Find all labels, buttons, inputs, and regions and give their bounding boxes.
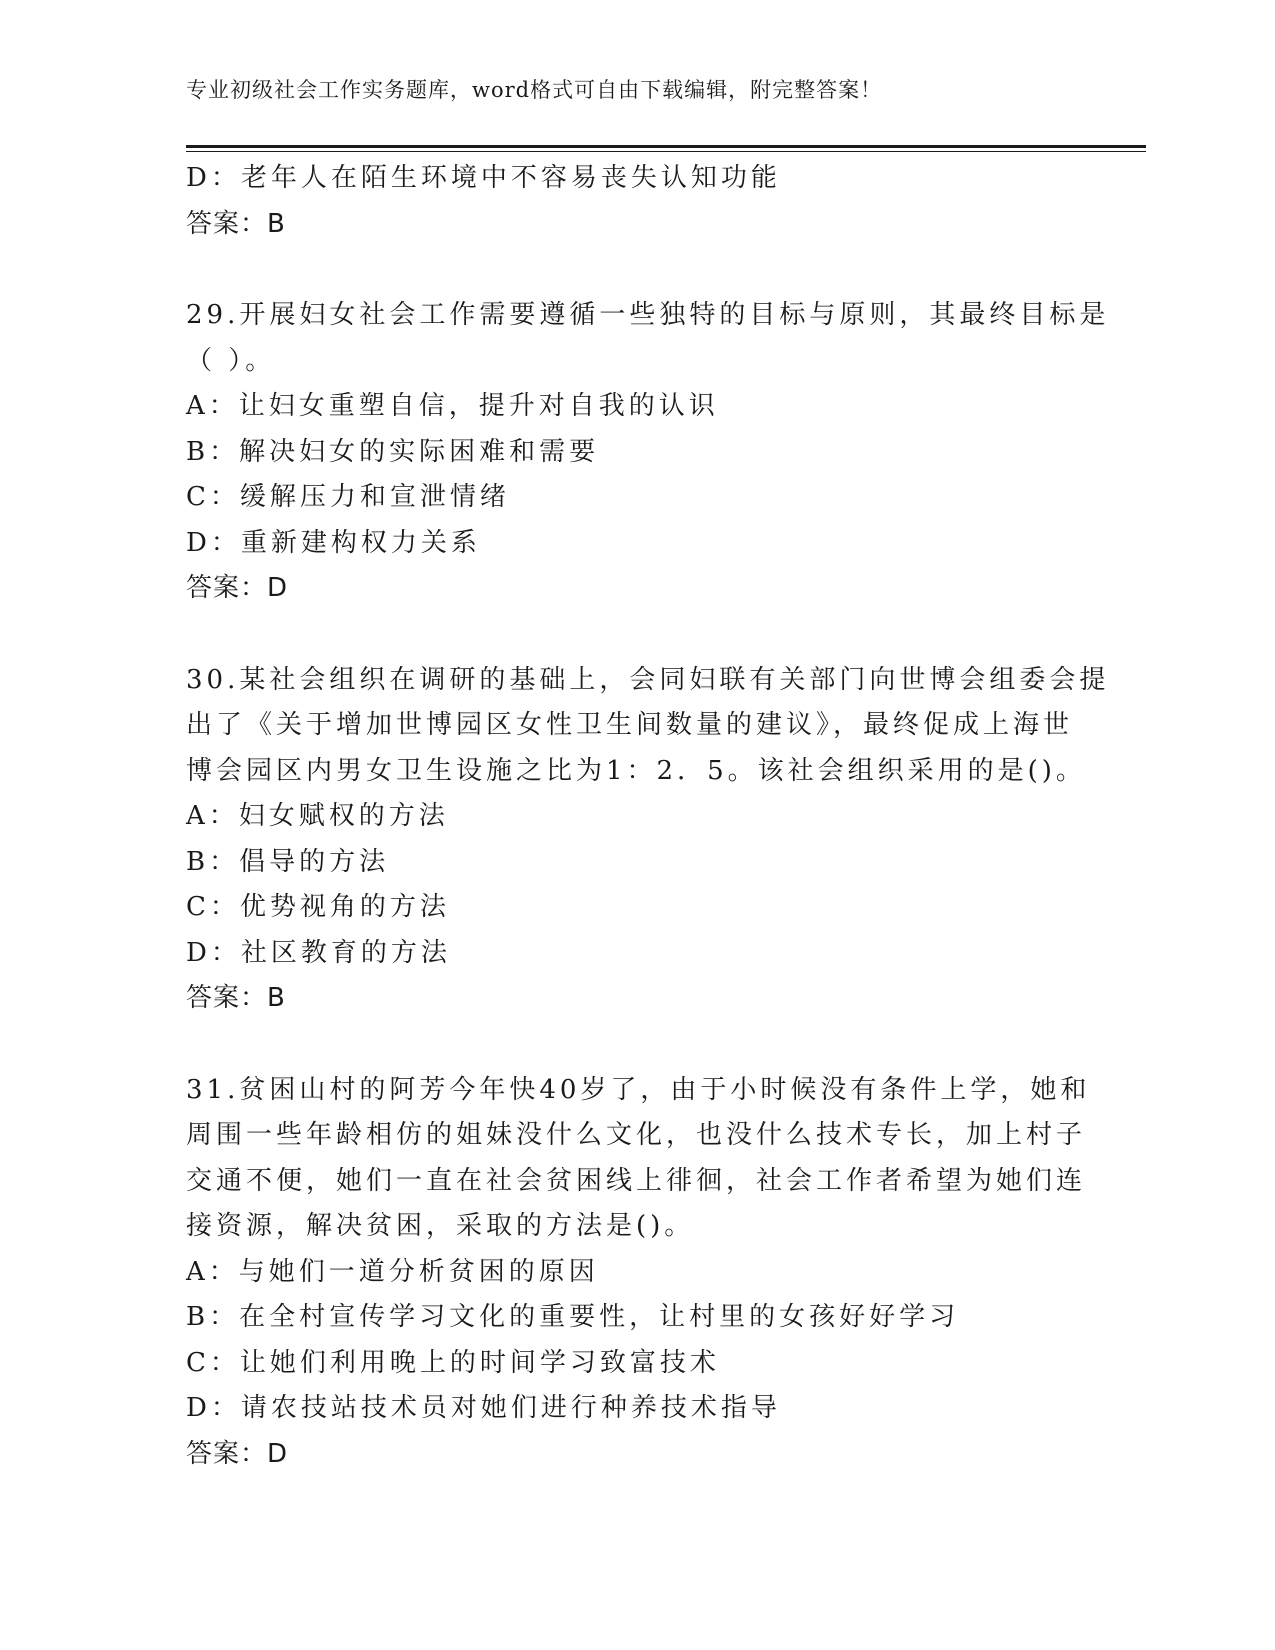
question-stem-line: 29.开展妇女社会工作需要遵循一些独特的目标与原则，其最终目标是 (186, 300, 1110, 330)
spacer (186, 247, 1066, 293)
page-header: 专业初级社会工作实务题库，word格式可自由下载编辑，附完整答案！ (186, 78, 883, 102)
question-stem-line: 周围一些年龄相仿的姐妹没什么文化，也没什么技术专长，加上村子 (186, 1120, 1087, 1150)
option-c: C：让她们利用晚上的时间学习致富技术 (186, 1347, 720, 1378)
spacer (186, 1022, 1066, 1068)
option-b: B：在全村宣传学习文化的重要性，让村里的女孩好好学习 (186, 1302, 960, 1332)
header-rule-thin (186, 151, 1146, 152)
question-stem-line: 博会园区内男女卫生设施之比为1：2．5。该社会组织采用的是()。 (186, 755, 1086, 786)
question-stem-line: 31.贫困山村的阿芳今年快40岁了，由于小时候没有条件上学，她和 (186, 1074, 1091, 1105)
option-c: C：优势视角的方法 (186, 892, 450, 922)
header-rule-thick (186, 145, 1146, 148)
question-content (186, 156, 1110, 1477)
question-29 (186, 293, 1110, 612)
prev-question-option-d: D：老年人在陌生环境中不容易丧失认知功能 (186, 163, 781, 193)
answer: 答案：D (186, 1438, 289, 1469)
question-31 (186, 1068, 1091, 1478)
question-stem-line: 交通不便，她们一直在社会贫困线上徘徊，社会工作者希望为她们连 (186, 1165, 1087, 1196)
answer: 答案：B (186, 983, 286, 1013)
option-d: D：社区教育的方法 (186, 937, 451, 968)
question-stem-line: 接资源，解决贫困，采取的方法是()。 (186, 1211, 695, 1241)
option-d: D：重新建构权力关系 (186, 527, 481, 558)
spacer (186, 612, 1066, 658)
question-30 (186, 658, 1110, 1022)
question-stem-line: （ ）。 (186, 345, 276, 376)
option-c: C：缓解压力和宣泄情绪 (186, 482, 510, 512)
answer: 答案：D (186, 573, 289, 603)
option-d: D：请农技站技术员对她们进行种养技术指导 (186, 1393, 781, 1423)
option-b: B：解决妇女的实际困难和需要 (186, 436, 600, 467)
option-a: A：妇女赋权的方法 (186, 801, 449, 831)
option-a: A：与她们一道分析贫困的原因 (186, 1256, 599, 1287)
question-stem-line: 出了《关于增加世博园区女性卫生间数量的建议》，最终促成上海世 (186, 710, 1074, 740)
option-a: A：让妇女重塑自信，提升对自我的认识 (186, 391, 719, 421)
question-stem-line: 30.某社会组织在调研的基础上，会同妇联有关部门向世博会组委会提 (186, 664, 1110, 695)
prev-question-answer: 答案：B (186, 208, 286, 239)
option-b: B：倡导的方法 (186, 846, 390, 877)
